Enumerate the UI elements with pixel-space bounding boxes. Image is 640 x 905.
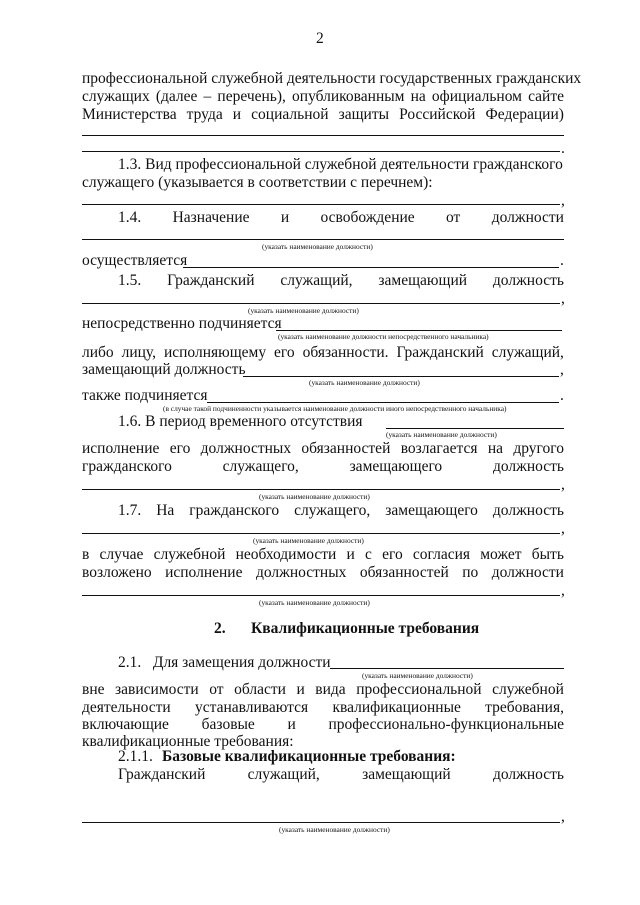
field-caption: (указать наименование должности непосредственного начальника) [278, 332, 489, 341]
fill-line[interactable] [82, 533, 560, 534]
punctuation: , [561, 582, 565, 599]
fill-line[interactable] [82, 151, 560, 152]
punctuation: . [560, 387, 564, 404]
field-caption: (указать наименование должности) [386, 430, 497, 439]
field-caption: (указать наименование должности) [253, 536, 364, 545]
section-1-7-line: в случае служебной необходимости и с его согласия может быть [82, 546, 564, 563]
field-caption: (указать наименование должности) [262, 242, 373, 251]
punctuation: , [561, 476, 565, 493]
field-caption: (указать наименование должности) [248, 306, 359, 315]
punctuation: . [560, 252, 564, 269]
fill-line[interactable] [82, 489, 560, 490]
field-caption: (указать наименование должности) [259, 598, 370, 607]
field-caption: (указать наименование должности) [362, 671, 473, 680]
fill-line[interactable] [207, 402, 559, 403]
section-1-6-line: 1.6. В период временного отсутствия [118, 413, 363, 430]
fill-line[interactable] [330, 668, 564, 669]
section-2-1-line: 2.1. Для замещения должности [118, 654, 331, 671]
section-2-1-line: вне зависимости от области и вида профессиональной служебной [82, 681, 564, 698]
section-1-4-line: 1.4. Назначение и освобождение от должности [118, 209, 564, 226]
section-1-5-line: 1.5. Гражданский служащий, замещающий должность [118, 272, 564, 289]
field-caption: (в случае такой подчиненности указывается наименование должности иного непосредственного начальника) [163, 404, 507, 413]
section-1-7-line: возложено исполнение должностных обязанностей по должности [82, 564, 564, 581]
section-1-5-line: либо лицу, исполняющему его обязанности. Гражданский служащий, [82, 344, 564, 361]
section-1-6-line: исполнение его должностных обязанностей возлагается на другого [82, 440, 564, 457]
page-number: 2 [316, 30, 324, 47]
punctuation: , [561, 290, 565, 307]
punctuation: . [561, 140, 565, 157]
field-caption: (указать наименование должности) [309, 378, 420, 387]
fill-line[interactable] [82, 135, 564, 136]
section-2-title: Квалификационные требования [251, 620, 480, 637]
section-1-3-line: 1.3. Вид профессиональной служебной деятельности гражданского [118, 156, 563, 173]
fill-line[interactable] [243, 376, 559, 377]
fill-line[interactable] [276, 330, 562, 331]
section-1-4-line: осуществляется [82, 252, 188, 269]
section-1-5-line: замещающий должность [82, 361, 246, 378]
paragraph-line: служащих (далее – перечень), опубликованным на официальном сайте [82, 88, 564, 105]
fill-line[interactable] [82, 822, 560, 823]
section-1-5-line: непосредственно подчиняется [82, 315, 282, 332]
section-2-1-1-line: Гражданский служащий, замещающий должность [118, 766, 564, 783]
punctuation: , [561, 192, 565, 209]
fill-line[interactable] [82, 204, 560, 205]
section-2-1-line: включающие базовые и профессионально-функциональные [82, 716, 564, 733]
section-2-1-1-number: 2.1.1. [118, 748, 153, 765]
paragraph-line: профессиональной служебной деятельности государственных гражданских [82, 70, 582, 87]
fill-line[interactable] [82, 239, 564, 240]
paragraph-line: Министерства труда и социальной защиты Российской Федерации) [82, 106, 564, 123]
field-caption: (указать наименование должности) [259, 492, 370, 501]
fill-line[interactable] [82, 595, 560, 596]
section-2-number: 2. [214, 620, 226, 637]
section-1-6-line: гражданского служащего, замещающего должность [82, 458, 564, 475]
fill-line[interactable] [82, 303, 560, 304]
section-1-7-line: 1.7. На гражданского служащего, замещающего должность [118, 502, 564, 519]
section-2-1-1-title: Базовые квалификационные требования: [162, 748, 456, 765]
punctuation: , [561, 808, 565, 825]
punctuation: , [560, 361, 564, 378]
section-2-1-line: квалификационные требования: [82, 733, 294, 750]
section-1-3-line: служащего (указывается в соответствии с перечнем): [82, 174, 433, 191]
section-1-5-line: также подчиняется [82, 387, 208, 404]
fill-line[interactable] [386, 428, 564, 429]
fill-line[interactable] [183, 267, 559, 268]
field-caption: (указать наименование должности) [279, 825, 390, 834]
section-2-1-line: деятельности устанавливаются квалификационные требования, [82, 699, 564, 716]
punctuation: , [561, 520, 565, 537]
